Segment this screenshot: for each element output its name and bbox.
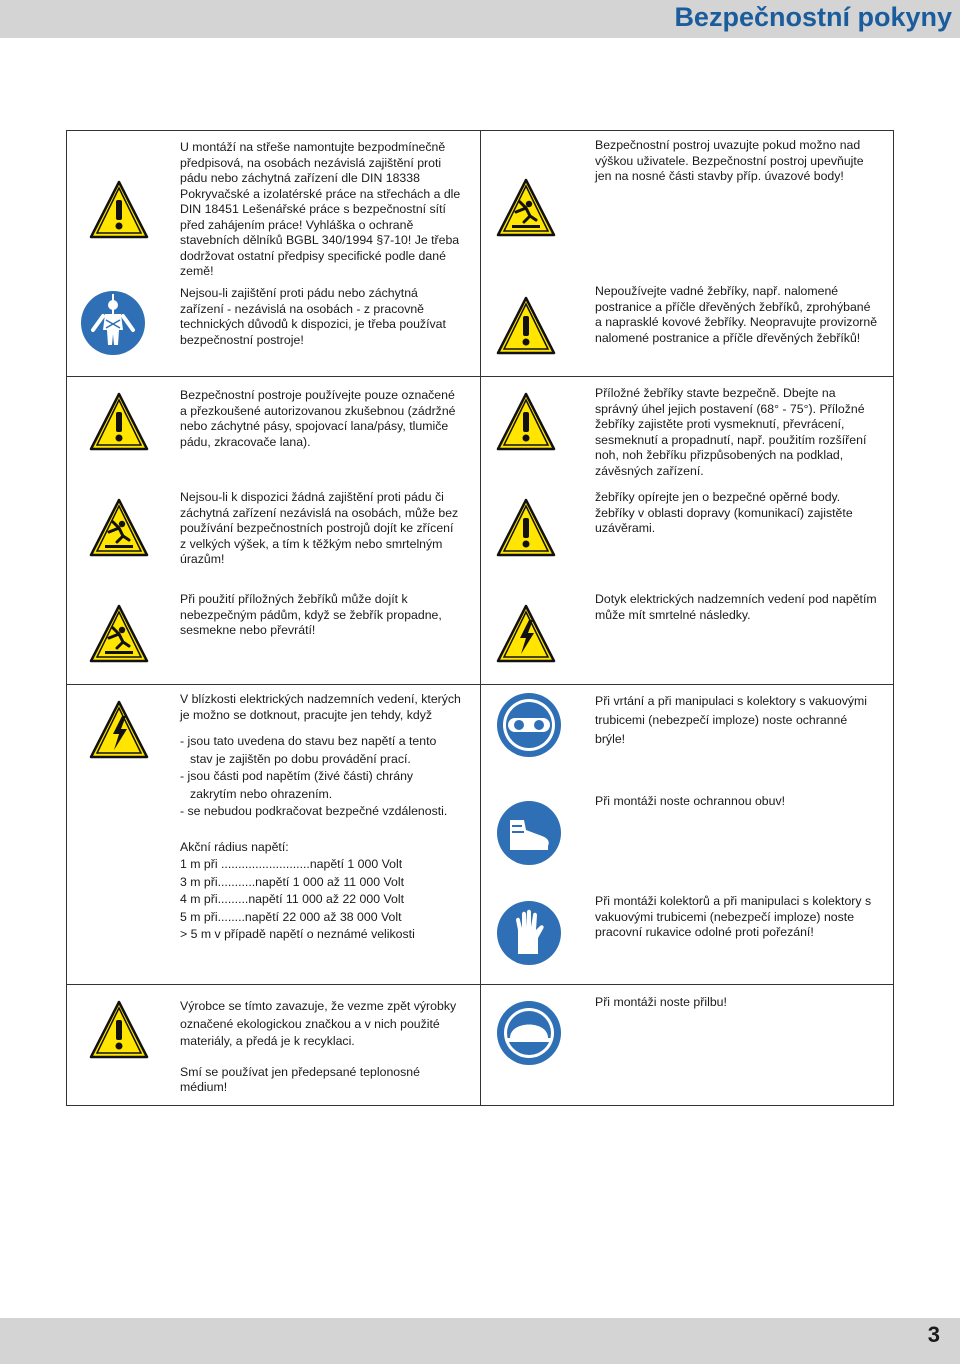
- high-voltage-icon: [89, 700, 149, 760]
- text-block-harness: Nejsou-li zajištění proti pádu nebo záchytná zařízení - nezávislá na osobách - z pracovně technických důvodů k dispozici, je třeba používat bezpečnostní postroje!: [180, 286, 446, 347]
- radius-title: Akční rádius napětí:: [180, 839, 289, 854]
- column-divider: [480, 684, 481, 984]
- safety-glove-icon: [496, 900, 562, 966]
- page-title: Bezpečnostní pokyny: [674, 2, 952, 32]
- text-block-ladder-setup: Příložné žebříky stavte bezpečně. Dbejte na správný úhel jejich postavení (68° - 75°). Příložné žebříky zajistěte proti vysmeknutí, převrácení, sesmeknutí a propadnutí, např. použitím rozšíření noh, noh žebříku přizpůsobených na podklad, závěsných zařízení.: [595, 386, 867, 478]
- warning-exclamation-icon: [89, 1000, 149, 1060]
- fall-hazard-icon: [89, 498, 149, 558]
- safety-goggles-icon: [496, 692, 562, 758]
- list-item: zakrytím nebo ohrazením.: [190, 786, 333, 801]
- warning-exclamation-icon: [496, 498, 556, 558]
- medium-text: Smí se používat jen předepsané teplonosné médium!: [180, 1064, 420, 1094]
- safety-shoe-icon: [496, 800, 562, 866]
- recycling-text: Výrobce se tímto zavazuje, že vezme zpět výrobky označené ekologickou značkou a v nich použité materiály, a předá je k recyklaci.: [180, 999, 457, 1048]
- text-block-electric-contact: Dotyk elektrických nadzemních vedení pod napětím může mít smrtelné následky.: [595, 592, 877, 622]
- list-item: stav je zajištěn po dobu provádění prací.: [190, 751, 411, 766]
- warning-exclamation-icon: [496, 296, 556, 356]
- row-divider: [66, 984, 894, 985]
- text-block-roof-mounting: U montáží na střeše namontujte bezpodmínečně předpisová, na osobách nezávislá zajištění proti pádu nebo záchytná zařízení dle DIN 18338 Pokryvačské a izolatérské práce na střechách a dle DIN 18451 Lešenářské práce s bezpečnostní sítí před zahájením práce! Vyhláška o ochraně stavebních dělníků BGBL 340/1994 §7-10! Je třeba dodržovat ostatní předpisy specifické podle dané země!: [180, 140, 461, 278]
- text-block-faulty-ladders: Nepoužívejte vadné žebříky, např. nalomené postranice a příčle dřevěných žebříků, zprohýbané a naprasklé kovové žebříky. Neopravujte provizorně nalomené postranice a příčle dřevěných žebříků!: [595, 284, 878, 345]
- page-number: 3: [927, 1322, 940, 1347]
- fall-hazard-icon: [496, 178, 556, 238]
- radius-line: > 5 m v případě napětí o neznámé velikosti: [180, 927, 415, 941]
- warning-exclamation-icon: [496, 392, 556, 452]
- footer-bar: [0, 1318, 960, 1364]
- text-block-gloves: Při montáži kolektorů a při manipulaci s kolektory s vakuovými trubicemi (nebezpečí imploze) noste pracovní rukavice odolné proti pořezání!: [595, 894, 872, 939]
- text-block-certified-harness: Bezpečnostní postroje používejte pouze označené a přezkoušené autorizovanou zkušebnou (zádržné nebo záchytné pásy, spojovací lana/pásy, tlumiče pádu, zkracovače lana).: [180, 388, 456, 449]
- text-block-overhead-lines: [180, 692, 462, 944]
- column-divider: [480, 376, 481, 684]
- text-block-shoes: Při montáži noste ochrannou obuv!: [595, 794, 786, 808]
- text-block-fall-danger: Nejsou-li k dispozici žádná zajištění proti pádu či záchytná zařízení nezávislá na osobách, může bez používání bezpečnostních postrojů dojít ke zřícení z velkých výšek, a tím k těžkým nebo smrtelným úrazům!: [180, 490, 459, 566]
- fall-hazard-icon: [89, 604, 149, 664]
- warning-exclamation-icon: [89, 180, 149, 240]
- list-item: - jsou tato uvedena do stavu bez napětí a tento: [180, 734, 437, 748]
- column-divider: [480, 984, 481, 1106]
- radius-line: 4 m při.........napětí 11 000 až 22 000 Volt: [180, 892, 404, 906]
- harness-mandatory-icon: [80, 290, 146, 356]
- text-block-recycling: [180, 998, 462, 1096]
- high-voltage-icon: [496, 604, 556, 664]
- list-item: - jsou části pod napětím (živé části) chrány: [180, 769, 414, 783]
- text-block-ladder-fall: Při použití příložných žebříků může dojít k nebezpečným pádům, když se žebřík propadne, sesmekne nebo převrátí!: [180, 592, 442, 637]
- column-divider: [480, 130, 481, 376]
- text-block-ladder-support: žebříky opírejte jen o bezpečné opěrné body. žebříky v oblasti dopravy (komunikací) zajistěte uzávěrami.: [595, 490, 853, 535]
- radius-line: 3 m při...........napětí 1 000 až 11 000 Volt: [180, 874, 404, 889]
- safety-helmet-icon: [496, 1000, 562, 1066]
- list-item: - se nebudou podkračovat bezpečné vzdálenosti.: [180, 804, 448, 818]
- text-block-harness-anchor: Bezpečnostní postroj uvazujte pokud možno nad výškou uživatele. Bezpečnostní postroj upevňujte jen na nosné části stavby příp. úvazové body!: [595, 138, 864, 183]
- row-divider: [66, 684, 894, 685]
- row-divider: [66, 376, 894, 377]
- overhead-lines-intro: V blízkosti elektrických nadzemních vedení, kterých je možno se dotknout, pracujte jen tehdy, když: [180, 692, 461, 722]
- radius-line: 1 m při ..........................napětí 1 000 Volt: [180, 857, 403, 871]
- warning-exclamation-icon: [89, 392, 149, 452]
- text-block-goggles: Při vrtání a při manipulaci s kolektory s vakuovými trubicemi (nebezpečí imploze) noste ochranné brýle!: [595, 694, 867, 746]
- text-block-helmet: Při montáži noste přilbu!: [595, 995, 727, 1009]
- radius-line: 5 m při........napětí 22 000 až 38 000 Volt: [180, 909, 402, 924]
